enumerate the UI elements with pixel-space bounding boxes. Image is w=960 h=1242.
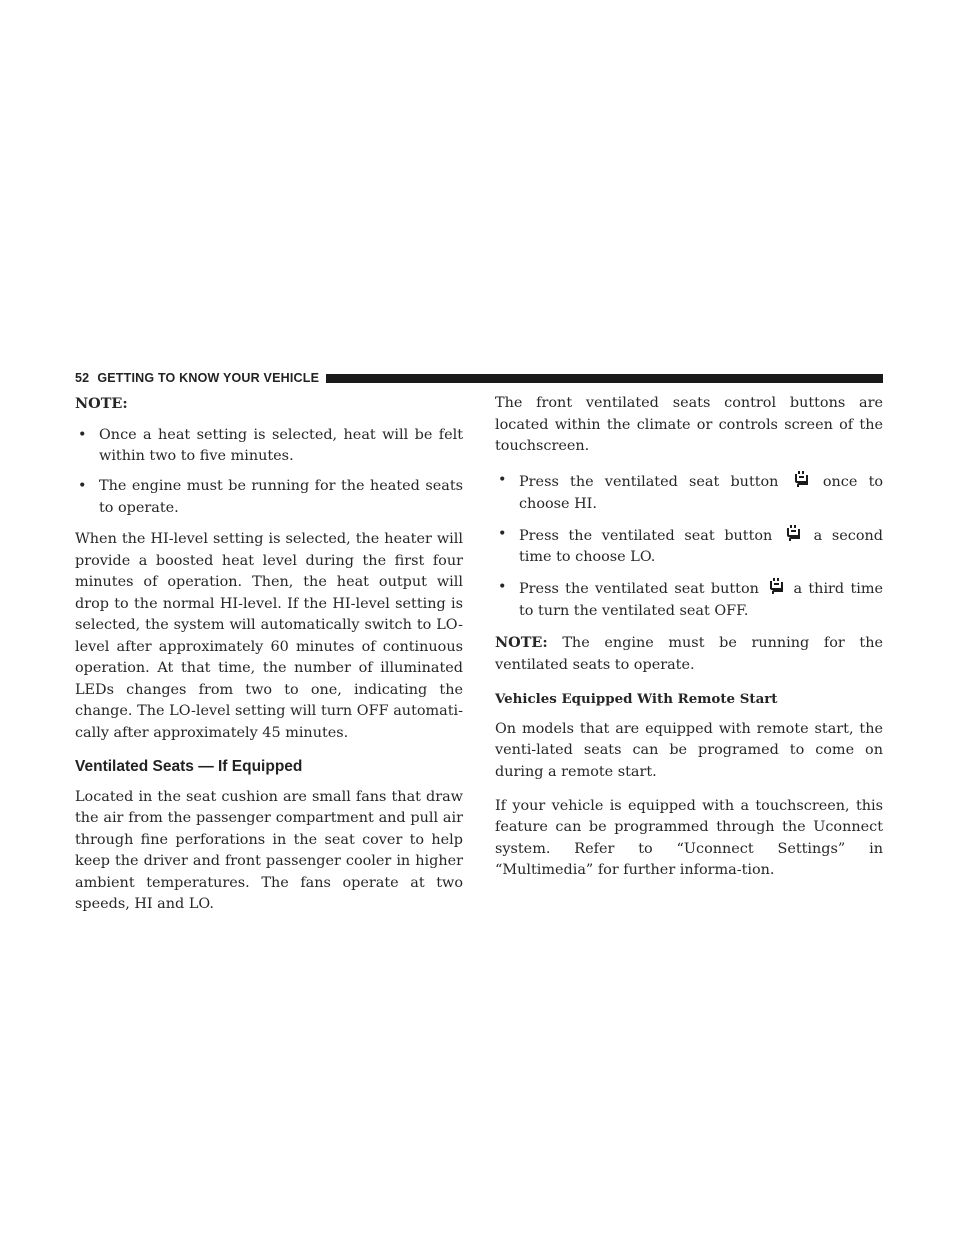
step-text-after: once to choose HI. <box>519 474 884 512</box>
list-item <box>75 476 463 519</box>
note-paragraph <box>495 632 883 676</box>
note-label: NOTE: <box>75 395 128 412</box>
list-item <box>495 470 883 515</box>
bullet: • <box>498 525 507 542</box>
step-text-before: Press the ventilated seat button <box>519 581 759 597</box>
ventilated-seat-icon <box>793 470 810 488</box>
ventilated-seats-paragraph: Located in the seat cushion are small fans that draw the air from the passenger compartment and pull air through fine perforations in the seat cover to help keep the driver and front passenger cooler in higher ambient temperatures. The fans operate at two speeds, HI and LO. <box>75 788 463 912</box>
ventilated-seat-icon <box>768 577 785 595</box>
right-column <box>495 393 883 894</box>
list-item <box>495 577 883 622</box>
header-rule <box>326 374 883 383</box>
step-text-after: a second time to choose LO. <box>519 527 884 565</box>
bullet: • <box>78 478 87 494</box>
bullet: • <box>78 426 87 443</box>
subheading: Vehicles Equipped With Remote Start <box>495 690 778 707</box>
bullet: • <box>498 472 507 488</box>
list-item-text: The engine must be running for the heated seats to operate. <box>99 478 463 516</box>
page-header <box>75 370 883 386</box>
left-column <box>75 393 463 928</box>
section-heading: Ventilated Seats — If Equipped <box>75 757 303 775</box>
ventilated-seat-icon <box>785 524 802 542</box>
page-number: 52 <box>75 371 90 385</box>
remote-start-paragraph: On models that are equipped with remote start, the venti-lated seats can be programed to come on during a remote start. <box>495 720 883 780</box>
controls-intro-paragraph: The front ventilated seats control buttons are located within the climate or controls screen of the touchscreen. <box>495 395 883 454</box>
list-item <box>75 425 463 468</box>
section-title: GETTING TO KNOW YOUR VEHICLE <box>97 371 320 385</box>
button-steps-list <box>495 470 883 622</box>
bullet: • <box>498 579 507 595</box>
step-text-after: a third time to turn the ventilated seat OFF. <box>519 581 884 619</box>
list-item-text: Once a heat setting is selected, heat will be felt within two to five minutes. <box>99 426 463 464</box>
list-item <box>495 524 883 569</box>
uconnect-paragraph: If your vehicle is equipped with a touchscreen, this feature can be programmed through the Uconnect system. Refer to “Uconnect Settings” in “Multimedia” for further informa-tion. <box>495 797 883 878</box>
step-text-before: Press the ventilated seat button <box>519 474 779 490</box>
hi-level-paragraph: When the HI-level setting is selected, the heater will provide a boosted heat level during the first four minutes of operation. Then, the heat output will drop to the normal HI-level. If the HI-level setting is selected, the system will automatically switch to LO-level after approximately 60 minutes of continuous operation. At that time, the number of illuminated LEDs changes from two to one, indicating the change. The LO-level setting will turn OFF automati-cally after approximately 45 minutes. <box>75 531 463 741</box>
note-text: The engine must be running for the ventilated seats to operate. <box>495 635 883 673</box>
note-list <box>75 425 463 520</box>
note-label: NOTE: <box>495 634 548 651</box>
step-text-before: Press the ventilated seat button <box>519 527 773 544</box>
